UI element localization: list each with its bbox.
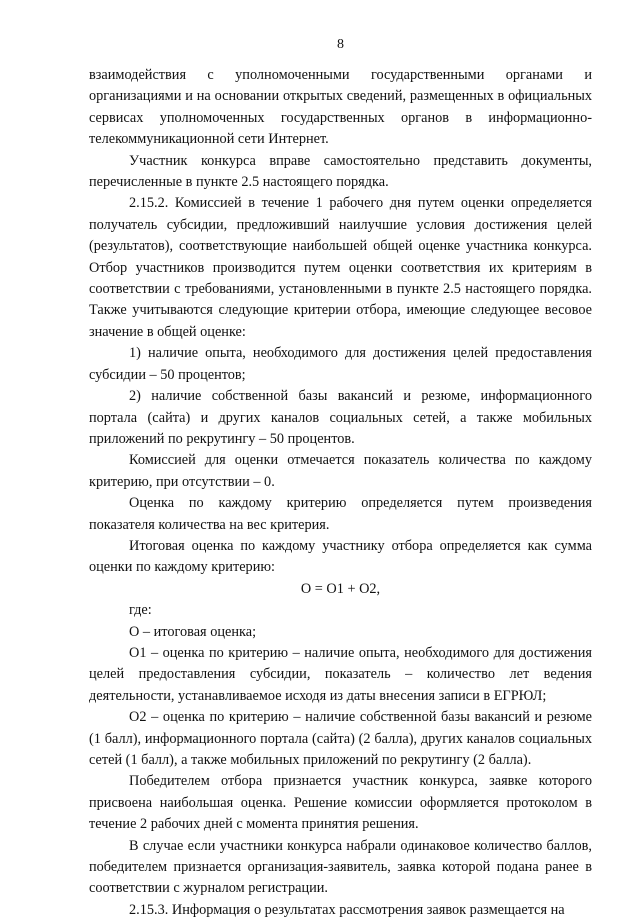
formula: О = О1 + О2,	[300, 580, 381, 597]
paragraph: В случае если участники конкурса набрали одинаковое количество баллов, победителем признается организация-заявитель, заявка которой подана ранее в соответствии с журналом регистрации.	[89, 837, 592, 897]
list-item: 1) наличие опыта, необходимого для достижения целей предоставления субсидии – 50 процентов;	[89, 345, 592, 383]
definition: О2 – оценка по критерию – наличие собственной базы вакансий и резюме (1 балл), информационного портала (сайта) (2 балла), других каналов социальных сетей (1 балл), а также мобильных приложений по рекрутингу (2 балла).	[89, 709, 592, 768]
paragraph: Комиссией для оценки отмечается показатель количества по каждому критерию, при отсутствии – 0.	[89, 452, 592, 490]
paragraph: Участник конкурса вправе самостоятельно представить документы, перечисленные в пункте 2.5 настоящего порядка.	[89, 152, 592, 191]
paragraph: Итоговая оценка по каждому участнику отбора определяется как сумма оценки по каждому критерию:	[89, 537, 592, 576]
page-number: 8	[337, 37, 344, 52]
paragraph: где:	[129, 602, 152, 619]
list-item: 2) наличие собственной базы вакансий и резюме, информационного портала (сайта) и других каналов социальных сетей, а также мобильных приложений по рекрутингу – 50 процентов.	[89, 388, 592, 447]
paragraph: 2.15.2. Комиссией в течение 1 рабочего дня путем оценки определяется получатель субсидии, предложивший наилучшие условия достижения целей (результатов), соответствующие наибольшей общей оценке участника конкурса. Отбор участников производится путем оценки соответствия их критериям в соответствии с требованиями, установленными в пункте 2.5 настоящего порядка. Также учитываются следующие критерии отбора, имеющие следующее весовое значение в общей оценке:	[89, 195, 592, 340]
paragraph: Оценка по каждому критерию определяется путем произведения показателя количества на вес критерия.	[89, 495, 592, 533]
paragraph: Победителем отбора признается участник конкурса, заявке которого присвоена наибольшая оценка. Решение комиссии оформляется протоколом в течение 2 рабочих дней с момента принятия решения.	[89, 773, 592, 833]
document-body	[89, 65, 592, 921]
paragraph: взаимодействия с уполномоченными государственными органами и организациями и на основании открытых сведений, размещенных в официальных сервисах уполномоченных государственных органов в информационно-телекоммуникационной сети Интернет.	[89, 67, 592, 148]
definition: О1 – оценка по критерию – наличие опыта, необходимого для достижения целей предоставления субсидии, показатель – количество лет ведения деятельности, устанавливаемое исходя из даты внесения записи в ЕГРЮЛ;	[89, 644, 592, 704]
definition: О – итоговая оценка;	[129, 623, 257, 640]
paragraph: 2.15.3. Информация о результатах рассмотрения заявок размещается на	[129, 901, 565, 918]
